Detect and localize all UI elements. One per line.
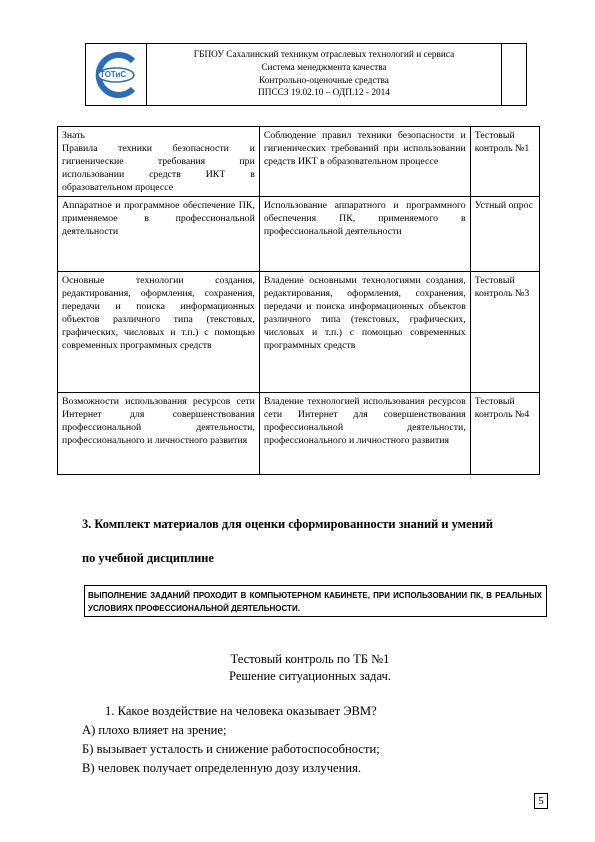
table-cell-skill: Владение технологией использования ресурсов сети Интернет для совершенствования профессиональной деятельности, профессионального и личностного развития bbox=[259, 393, 470, 475]
test-title: Тестовый контроль по ТБ №1 bbox=[230, 652, 390, 666]
table-cell-knowledge: Возможности использования ресурсов сети Интернет для совершенствования профессиональной деятельности, профессионального и личностного развития bbox=[58, 393, 260, 475]
document-header bbox=[85, 43, 527, 106]
table-cell-knowledge: Основные технологии создания, редактирования, оформления, сохранения, передачи и поиска информационных объектов различного типа (текстовых, графических, числовых и т.п.) с помощью современных программных средств bbox=[58, 272, 260, 393]
college-logo bbox=[89, 51, 143, 99]
question: 1. Какое воздействие на человека оказывает ЭВМ? bbox=[105, 704, 377, 718]
table-cell-skill: Соблюдение правил техники безопасности и гигиенических требований при использовании средств ИКТ в образовательном процессе bbox=[259, 127, 470, 197]
answer-option: В) человек получает определенную дозу излучения. bbox=[82, 761, 362, 775]
logo-text: ТОТиС bbox=[100, 69, 127, 79]
header-titles bbox=[147, 44, 502, 106]
table-cell-control: Тестовый контроль №3 bbox=[470, 272, 539, 393]
header-right-cell bbox=[502, 44, 527, 106]
header-doc-type: Контрольно-оценочные средства bbox=[259, 75, 389, 86]
table-cell-knowledge: Знать Правила техники безопасности и гигиенические требования при использовании средств ИКТ в образовательном процессе bbox=[58, 127, 260, 197]
table-row bbox=[58, 393, 540, 475]
answer-option: А) плохо влияет на зрение; bbox=[82, 723, 227, 737]
section-heading-cont: по учебной дисциплине bbox=[82, 551, 214, 565]
table-row bbox=[58, 127, 540, 197]
table-cell-skill: Владение основными технологиями создания, редактирования, оформления, сохранения, передачи и поиска информационных объектов различного типа (текстовых, графических, числовых и т.п.) с помощью современных программных средств bbox=[259, 272, 470, 393]
table-cell-control: Устный опрос bbox=[470, 197, 539, 272]
page-number: 5 bbox=[534, 793, 548, 809]
logo-cell bbox=[86, 44, 147, 106]
competency-table bbox=[57, 126, 540, 475]
table-cell-knowledge: Аппаратное и программное обеспечение ПК, применяемое в профессиональной деятельности bbox=[58, 197, 260, 272]
notice-box: ВЫПОЛНЕНИЕ ЗАДАНИЙ ПРОХОДИТ В КОМПЬЮТЕРНОМ КАБИНЕТЕ, ПРИ ИСПОЛЬЗОВАНИИ ПК, В РЕАЛЬНЫХ УСЛОВИЯХ ПРОФЕССИОНАЛЬНОЙ ДЕЯТЕЛЬНОСТИ. bbox=[84, 585, 547, 617]
header-code: ППССЗ 19.02.10 – ОДП.12 - 2014 bbox=[258, 88, 390, 99]
table-cell-control: Тестовый контроль №4 bbox=[470, 393, 539, 475]
section-heading: 3. Комплект материалов для оценки сформированности знаний и умений bbox=[82, 517, 494, 531]
answer-option: Б) вызывает усталость и снижение работоспособности; bbox=[82, 742, 380, 756]
header-system: Система менеджмента качества bbox=[261, 62, 387, 73]
table-row bbox=[58, 272, 540, 393]
table-row bbox=[58, 197, 540, 272]
table-cell-control: Тестовый контроль №1 bbox=[470, 127, 539, 197]
test-subtitle: Решение ситуационных задач. bbox=[228, 669, 392, 683]
table-cell-skill: Использование аппаратного и программного обеспечения ПК, применяемого в профессиональной деятельности bbox=[259, 197, 470, 272]
header-org: ГБПОУ Сахалинский техникум отраслевых технологий и сервиса bbox=[193, 50, 455, 61]
